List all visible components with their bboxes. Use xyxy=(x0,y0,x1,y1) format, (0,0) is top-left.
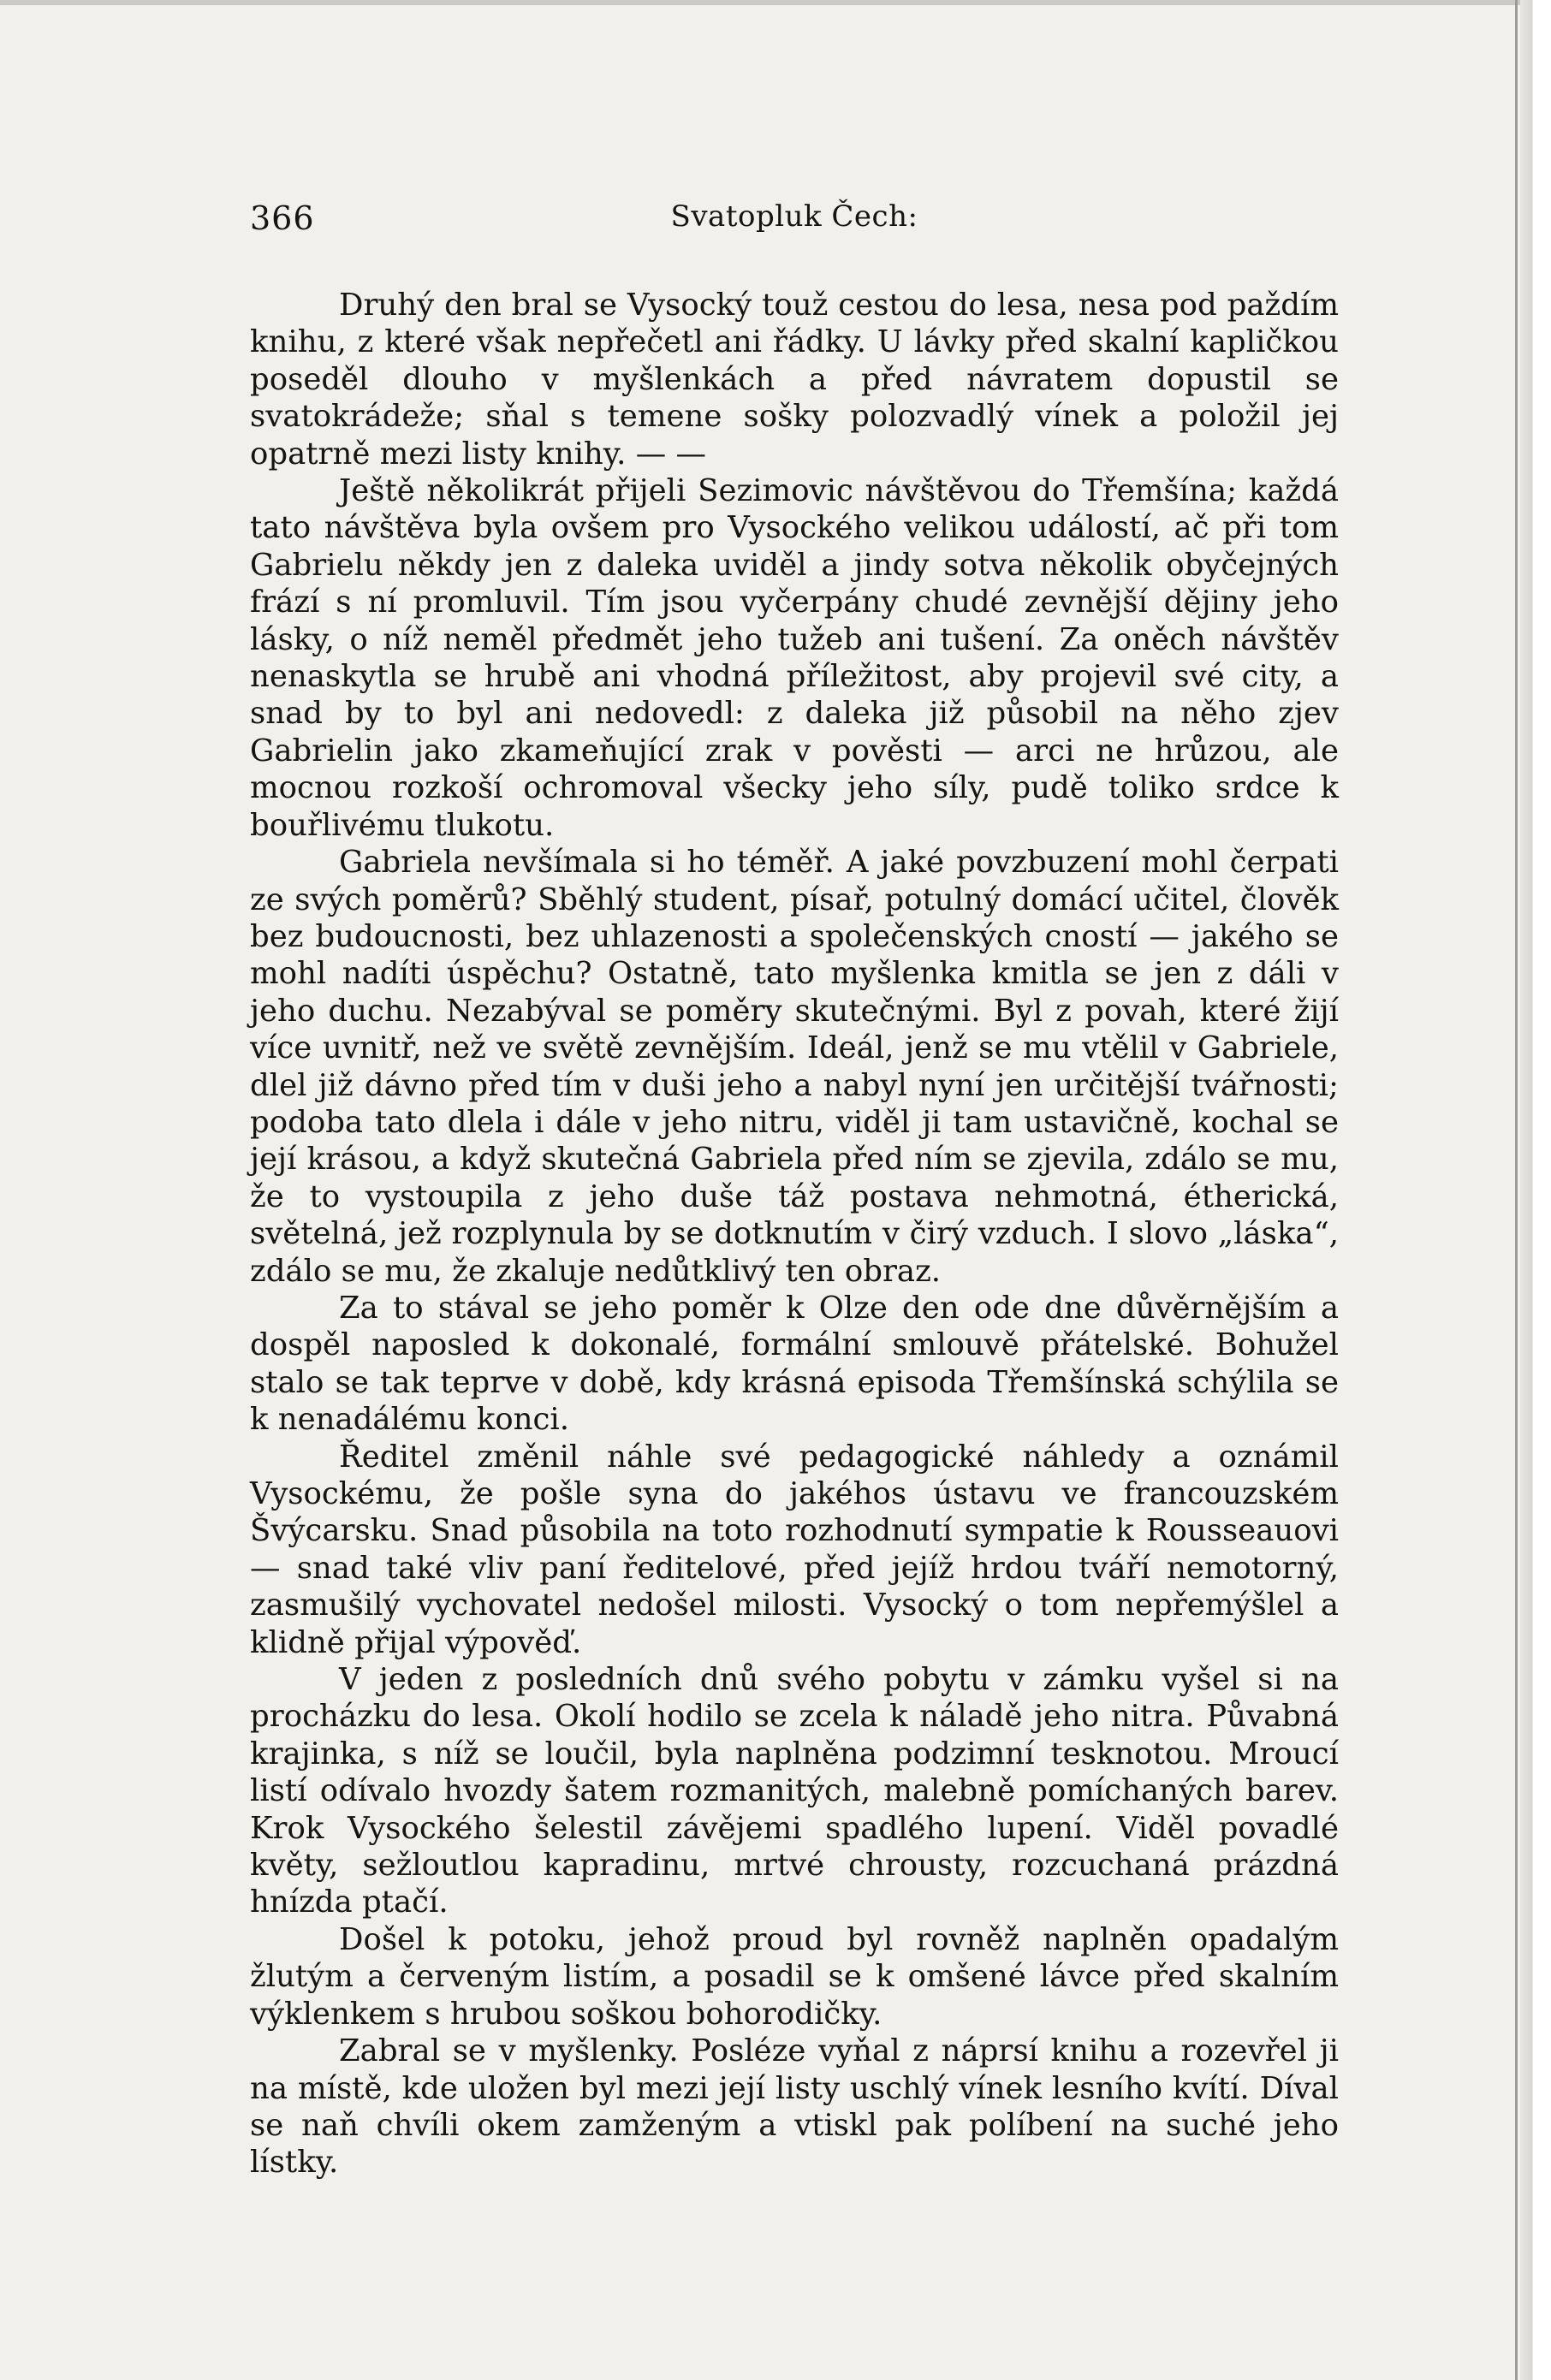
paragraph: Došel k potoku, jehož proud byl rovněž naplněn opadalým žlutým a červeným listím, a posadil se k omšené lávce před skalním výklenkem s hrubou soškou bohorodičky. xyxy=(250,1921,1339,2032)
paragraph: Gabriela nevšímala si ho téměř. A jaké povzbuzení mohl čerpati ze svých poměrů? Sběhlý student, písař, potulný domácí učitel, člověk bez budoucnosti, bez uhlazenosti a společenských cností — jakého se mohl nadíti úspěchu? Ostatně, tato myšlenka kmitla se jen z dáli v jeho duchu. Nezabýval se poměry skutečnými. Byl z povah, které žijí více uvnitř, než ve světě zevnějším. Ideál, jenž se mu vtělil v Gabriele, dlel již dávno před tím v duši jeho a nabyl nyní jen určitější tvářnosti; podoba tato dlela i dále v jeho nitru, viděl ji tam ustavičně, kochal se její krásou, a když skutečná Gabriela před ním se zjevila, zdálo se mu, že to vystoupila z jeho duše táž postava nehmotná, étherická, světelná, jež rozplynula by se dotknutím v čirý vzduch. I slovo „láska“, zdálo se mu, že zkaluje nedůtklivý ten obraz. xyxy=(250,845,1339,1289)
page-number: 366 xyxy=(250,199,315,237)
scan-edge-right xyxy=(1520,0,1551,2380)
body-text xyxy=(250,287,1339,2181)
paragraph: Zabral se v myšlenky. Posléze vyňal z náprsí knihu a rozevřel ji na místě, kde uložen byl mezi její listy uschlý vínek lesního kvítí. Díval se naň chvíli okem zamženým a vtiskl pak políbení na suché jeho lístky. xyxy=(250,2033,1339,2181)
scan-edge-line xyxy=(1515,0,1518,2380)
paragraph: Druhý den bral se Vysocký touž cestou do lesa, nesa pod paždím knihu, z které však nepřečetl ani řádky. U lávky před skalní kapličkou poseděl dlouho v myšlenkách a před návratem dopustil se svatokrádeže; sňal s temene sošky polozvadlý vínek a položil jej opatrně mezi listy knihy. — — xyxy=(250,288,1339,472)
scan-edge-top xyxy=(0,0,1551,5)
page-header xyxy=(250,193,1339,244)
book-page xyxy=(250,193,1339,2181)
paragraph: V jeden z posledních dnů svého pobytu v zámku vyšel si na procházku do lesa. Okolí hodilo se zcela k náladě jeho nitra. Půvabná krajinka, s níž se loučil, byla naplněna podzimní tesknotou. Mroucí listí odívalo hvozdy šatem rozmanitých, malebně pomíchaných barev. Krok Vysockého šelestil závějemi spadlého lupení. Viděl povadlé květy, sežloutlou kapradinu, mrtvé chrousty, rozcuchaná prázdná hnízda ptačí. xyxy=(250,1662,1339,1920)
running-title: Svatopluk Čech: xyxy=(670,199,918,234)
paragraph: Ještě několikrát přijeli Sezimovic návštěvou do Třemšína; každá tato návštěva byla ovšem pro Vysockého velikou událostí, ač při tom Gabrielu někdy jen z daleka uviděl a jindy sotva několik obyčejných frází s ní promluvil. Tím jsou vyčerpány chudé zevnější dějiny jeho lásky, o níž neměl předmět jeho tužeb ani tušení. Za oněch návštěv nenaskytla se hrubě ani vhodná příležitost, aby projevil své city, a snad by to byl ani nedovedl: z daleka již působil na něho zjev Gabrielin jako zkameňující zrak v pověsti — arci ne hrůzou, ale mocnou rozkoší ochromoval všecky jeho síly, pudě toliko srdce k bouřlivému tlukotu. xyxy=(250,473,1339,843)
paragraph: Ředitel změnil náhle své pedagogické náhledy a oznámil Vysockému, že pošle syna do jakéhos ústavu ve francouzském Švýcarsku. Snad působila na toto rozhodnutí sympatie k Rousseauovi — snad také vliv paní ředitelové, před jejíž hrdou tváří nemotorný, zasmušilý vychovatel nedošel milosti. Vysocký o tom nepřemýšlel a klidně přijal výpověď. xyxy=(250,1439,1339,1660)
paragraph: Za to stával se jeho poměr k Olze den ode dne důvěrnějším a dospěl naposled k dokonalé, formální smlouvě přátelské. Bohužel stalo se tak teprve v době, kdy krásná episoda Třemšínská schýlila se k nenadálému konci. xyxy=(250,1290,1339,1438)
